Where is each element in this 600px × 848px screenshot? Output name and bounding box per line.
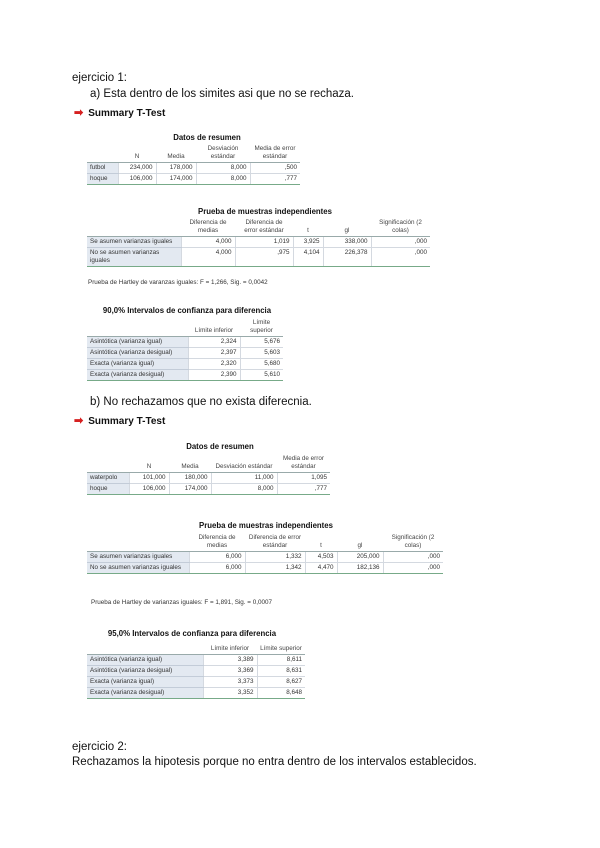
prueba-table-1	[87, 218, 430, 267]
table-row	[87, 563, 443, 574]
cell: 106,000	[129, 484, 169, 495]
cell: 3,389	[203, 655, 257, 666]
cell: 2,320	[188, 359, 240, 370]
row-label: Se asumen varianzas iguales	[87, 237, 181, 248]
cell: 8,627	[257, 677, 305, 688]
table-row	[87, 677, 305, 688]
col-header	[87, 218, 181, 237]
cell: ,000	[383, 552, 443, 563]
exercise-2-answer: Rechazamos la hipotesis porque no entra dentro de los intervalos establecidos.	[72, 756, 477, 768]
col-header: Media de error estándar	[250, 144, 300, 163]
intervalos-title-1: 90,0% Intervalos de confianza para diferencia	[102, 306, 272, 315]
cell: 106,000	[118, 174, 156, 185]
col-header: Límite superior	[240, 318, 283, 337]
col-header	[87, 454, 129, 473]
cell: 4,503	[305, 552, 337, 563]
row-label: hoque	[87, 484, 129, 495]
row-label: Exacta (varianza igual)	[87, 677, 203, 688]
cell: 1,019	[235, 237, 293, 248]
prueba-title-2: Prueba de muestras independientes	[199, 521, 333, 530]
row-label: Asintótica (varianza desigual)	[87, 348, 188, 359]
cell: 1,342	[245, 563, 305, 574]
col-header: Límite inferior	[203, 644, 257, 655]
cell: 6,000	[189, 563, 245, 574]
cell: 101,000	[129, 473, 169, 484]
cell: ,777	[250, 174, 300, 185]
cell: ,777	[277, 484, 330, 495]
col-header: N	[129, 454, 169, 473]
row-label: Exacta (varianza desigual)	[87, 688, 203, 699]
cell: 8,000	[196, 163, 250, 174]
red-arrow-icon: ➡	[74, 415, 84, 427]
table-row	[87, 655, 305, 666]
resumen-table-2	[87, 454, 330, 495]
col-header: Límite inferior	[188, 318, 240, 337]
col-header: Diferencia de error estándar	[235, 218, 293, 237]
cell: 226,378	[323, 248, 371, 267]
row-label: Se asumen varianzas iguales	[87, 552, 189, 563]
prueba-title-1: Prueba de muestras independientes	[198, 207, 332, 216]
cell: ,975	[235, 248, 293, 267]
col-header	[87, 533, 189, 552]
red-arrow-icon: ➡	[74, 107, 84, 119]
cell: 174,000	[169, 484, 211, 495]
summary-ttest-heading-1	[74, 106, 165, 119]
col-header: N	[118, 144, 156, 163]
row-label: hoque	[87, 174, 118, 185]
col-header	[87, 144, 118, 163]
cell: 5,676	[240, 337, 283, 348]
table-row	[87, 370, 283, 381]
cell: 8,631	[257, 666, 305, 677]
cell: 182,136	[337, 563, 383, 574]
row-label: Asintótica (varianza igual)	[87, 337, 188, 348]
intervalos-table-2	[87, 644, 305, 699]
cell: 6,000	[189, 552, 245, 563]
table-row	[87, 359, 283, 370]
col-header: Media	[169, 454, 211, 473]
cell: ,000	[371, 248, 430, 267]
col-header: t	[305, 533, 337, 552]
resumen-title-1: Datos de resumen	[173, 133, 241, 142]
row-label: Asintótica (varianza igual)	[87, 655, 203, 666]
col-header: Diferencia de medias	[189, 533, 245, 552]
table-row	[87, 666, 305, 677]
cell: 5,603	[240, 348, 283, 359]
intervalos-title-2: 95,0% Intervalos de confianza para diferencia	[107, 629, 277, 638]
summary-ttest-heading-2	[74, 414, 165, 427]
intervalos-table-1	[87, 318, 283, 381]
cell: 4,000	[181, 248, 235, 267]
row-label: No se asumen varianzas iguales	[87, 248, 181, 267]
table-row	[87, 248, 430, 267]
cell: 3,925	[293, 237, 323, 248]
cell: 4,104	[293, 248, 323, 267]
cell: ,000	[371, 237, 430, 248]
hartley-footnote-2: Prueba de Hartley de varianzas iguales: F = 1,891, Sig. = 0,0007	[91, 599, 272, 606]
col-header: Diferencia de error estándar	[245, 533, 305, 552]
prueba-table-2	[87, 533, 443, 574]
col-header: Media de error estándar	[277, 454, 330, 473]
cell: 2,390	[188, 370, 240, 381]
col-header: Límite superior	[257, 644, 305, 655]
cell: 3,373	[203, 677, 257, 688]
table-row	[87, 688, 305, 699]
cell: 338,000	[323, 237, 371, 248]
col-header: Media	[156, 144, 196, 163]
cell: 180,000	[169, 473, 211, 484]
cell: 5,610	[240, 370, 283, 381]
cell: 3,352	[203, 688, 257, 699]
cell: 1,095	[277, 473, 330, 484]
cell: 174,000	[156, 174, 196, 185]
cell: ,000	[383, 563, 443, 574]
row-label: Exacta (varianza igual)	[87, 359, 188, 370]
col-header: Desviación estándar	[211, 454, 277, 473]
exercise-1-heading: ejercicio 1:	[72, 72, 127, 84]
table-row	[87, 484, 330, 495]
col-header: gl	[323, 218, 371, 237]
table-row	[87, 552, 443, 563]
row-label: futbol	[87, 163, 118, 174]
table-row	[87, 473, 330, 484]
cell: 4,000	[181, 237, 235, 248]
col-header: Significación (2 colas)	[383, 533, 443, 552]
table-row	[87, 337, 283, 348]
resumen-table-1	[87, 144, 300, 185]
row-label: No se asumen varianzas iguales	[87, 563, 189, 574]
cell: 1,332	[245, 552, 305, 563]
cell: 3,369	[203, 666, 257, 677]
hartley-footnote-1: Prueba de Hartley de varanzas iguales: F = 1,266, Sig. = 0,0042	[88, 279, 268, 286]
cell: 205,000	[337, 552, 383, 563]
col-header	[87, 318, 188, 337]
table-row	[87, 163, 300, 174]
cell: 5,680	[240, 359, 283, 370]
row-label: Asintótica (varianza desigual)	[87, 666, 203, 677]
cell: 178,000	[156, 163, 196, 174]
cell: 8,611	[257, 655, 305, 666]
exercise-2-heading: ejercicio 2:	[72, 741, 127, 753]
part-b-answer: b) No rechazamos que no exista diferecnia.	[90, 396, 312, 408]
row-label: Exacta (varianza desigual)	[87, 370, 188, 381]
col-header: gl	[337, 533, 383, 552]
cell: 8,648	[257, 688, 305, 699]
col-header: Desviación estándar	[196, 144, 250, 163]
summary-ttest-label: Summary T-Test	[88, 108, 166, 119]
part-a-answer: a) Esta dentro de los simites asi que no se rechaza.	[90, 88, 355, 100]
table-row	[87, 348, 283, 359]
row-label: waterpolo	[87, 473, 129, 484]
col-header: t	[293, 218, 323, 237]
col-header: Diferencia de medias	[181, 218, 235, 237]
cell: 11,000	[211, 473, 277, 484]
cell: 8,000	[211, 484, 277, 495]
cell: 4,470	[305, 563, 337, 574]
cell: 8,000	[196, 174, 250, 185]
col-header	[87, 644, 203, 655]
table-row	[87, 237, 430, 248]
cell: 2,324	[188, 337, 240, 348]
table-row	[87, 174, 300, 185]
resumen-title-2: Datos de resumen	[186, 442, 254, 451]
cell: ,500	[250, 163, 300, 174]
cell: 234,000	[118, 163, 156, 174]
cell: 2,397	[188, 348, 240, 359]
col-header: Significación (2 colas)	[371, 218, 430, 237]
summary-ttest-label: Summary T-Test	[88, 416, 166, 427]
